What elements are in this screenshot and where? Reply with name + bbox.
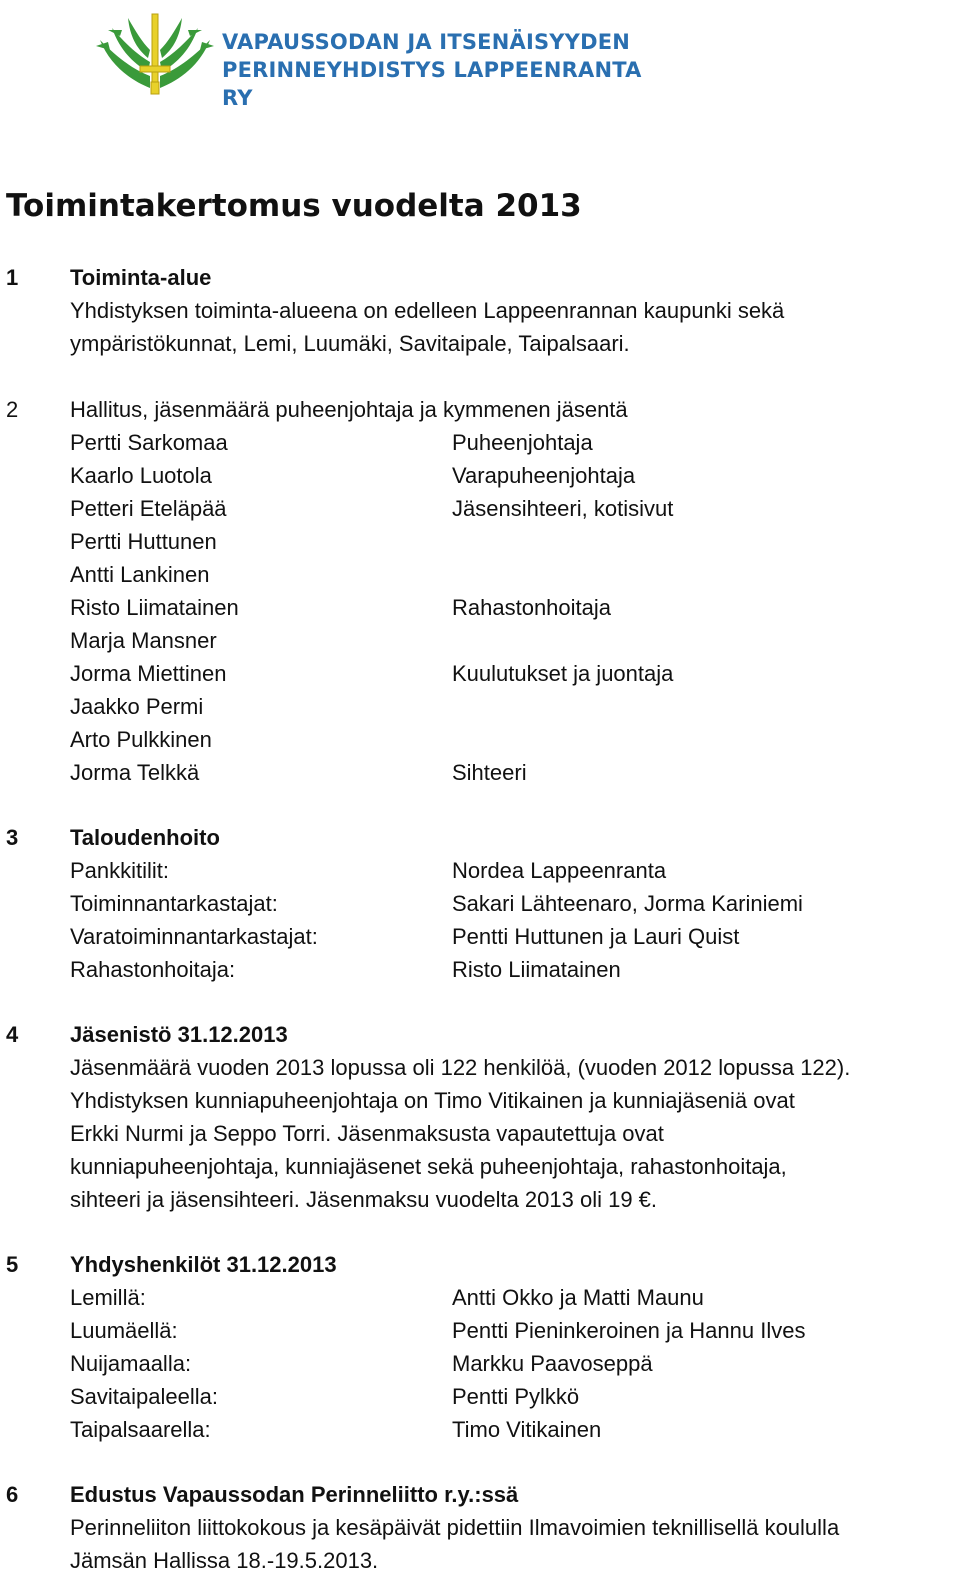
member-name: Kaarlo Luotola	[70, 463, 212, 488]
member-name: Pertti Huttunen	[70, 529, 217, 554]
contact-persons: Antti Okko ja Matti Maunu	[452, 1285, 704, 1310]
member-role: Sihteeri	[452, 760, 527, 785]
contact-persons: Markku Paavoseppä	[452, 1351, 653, 1376]
finance-value: Risto Liimatainen	[452, 957, 621, 982]
section-3-number: 3	[6, 825, 19, 850]
section-4-line-2: Yhdistyksen kunniapuheenjohtaja on Timo Vitikainen ja kunniajäseniä ovat	[70, 1088, 795, 1113]
contact-location: Taipalsaarella:	[70, 1417, 211, 1442]
section-1-number: 1	[6, 265, 19, 290]
section-6-number: 6	[6, 1482, 19, 1507]
member-name: Risto Liimatainen	[70, 595, 239, 620]
contact-persons: Pentti Pieninkeroinen ja Hannu Ilves	[452, 1318, 806, 1343]
section-2-number: 2	[6, 397, 19, 422]
member-name: Marja Mansner	[70, 628, 217, 653]
contact-persons: Timo Vitikainen	[452, 1417, 602, 1442]
section-4-line-3: Erkki Nurmi ja Seppo Torri. Jäsenmaksusta vapautettuja ovat	[70, 1121, 664, 1146]
member-name: Jorma Telkkä	[70, 760, 200, 785]
organization-logo	[90, 10, 650, 110]
section-5-heading: Yhdyshenkilöt 31.12.2013	[70, 1252, 337, 1277]
member-name: Jorma Miettinen	[70, 661, 227, 686]
contact-location: Savitaipaleella:	[70, 1384, 218, 1409]
section-6-line-2: Jämsän Hallissa 18.-19.5.2013.	[70, 1548, 379, 1573]
contact-persons: Pentti Pylkkö	[452, 1384, 580, 1409]
contact-location: Luumäellä:	[70, 1318, 178, 1343]
section-4-line-1: Jäsenmäärä vuoden 2013 lopussa oli 122 henkilöä, (vuoden 2012 lopussa 122).	[70, 1055, 851, 1080]
section-4-line-5: sihteeri ja jäsensihteeri. Jäsenmaksu vuodelta 2013 oli 19 €.	[70, 1187, 658, 1212]
section-1-line-1: Yhdistyksen toiminta-alueena on edelleen Lappeenrannan kaupunki sekä	[70, 298, 785, 323]
section-4-line-4: kunniapuheenjohtaja, kunniajäsenet sekä puheenjohtaja, rahastonhoitaja,	[70, 1154, 787, 1179]
section-4-number: 4	[6, 1022, 19, 1047]
member-name: Jaakko Permi	[70, 694, 204, 719]
finance-value: Pentti Huttunen ja Lauri Quist	[452, 924, 740, 949]
finance-value: Sakari Lähteenaro, Jorma Kariniemi	[452, 891, 803, 916]
member-role: Varapuheenjohtaja	[452, 463, 636, 488]
contact-location: Lemillä:	[70, 1285, 146, 1310]
member-role: Puheenjohtaja	[452, 430, 593, 455]
member-name: Arto Pulkkinen	[70, 727, 212, 752]
wreath-sword-emblem-icon	[90, 10, 220, 100]
contact-location: Nuijamaalla:	[70, 1351, 192, 1376]
section-6-heading: Edustus Vapaussodan Perinneliitto r.y.:ssä	[70, 1482, 519, 1507]
member-role: Rahastonhoitaja	[452, 595, 612, 620]
section-1-heading: Toiminta-alue	[70, 265, 212, 290]
section-4-heading: Jäsenistö 31.12.2013	[70, 1022, 288, 1047]
logo-line-1: VAPAUSSODAN JA ITSENÄISYYDEN	[222, 30, 631, 54]
section-1-line-2: ympäristökunnat, Lemi, Luumäki, Savitaipale, Taipalsaari.	[70, 331, 630, 356]
member-name: Antti Lankinen	[70, 562, 210, 587]
member-role: Jäsensihteeri, kotisivut	[452, 496, 674, 521]
section-5-number: 5	[6, 1252, 19, 1277]
finance-label: Pankkitilit:	[70, 858, 170, 883]
member-role: Kuulutukset ja juontaja	[452, 661, 674, 686]
member-name: Petteri Eteläpää	[70, 496, 227, 521]
section-6-line-1: Perinneliiton liittokokous ja kesäpäivät pidettiin Ilmavoimien teknillisellä koululla	[70, 1515, 840, 1540]
document-title: Toimintakertomus vuodelta 2013	[6, 188, 582, 224]
finance-label: Varatoiminnantarkastajat:	[70, 924, 318, 949]
section-3-heading: Taloudenhoito	[70, 825, 220, 850]
member-name: Pertti Sarkomaa	[70, 430, 228, 455]
logo-text	[222, 28, 650, 112]
finance-label: Rahastonhoitaja:	[70, 957, 236, 982]
section-2-heading: Hallitus, jäsenmäärä puheenjohtaja ja kymmenen jäsentä	[70, 397, 628, 422]
logo-line-2: PERINNEYHDISTYS LAPPEENRANTA RY	[222, 58, 642, 110]
finance-value: Nordea Lappeenranta	[452, 858, 667, 883]
finance-label: Toiminnantarkastajat:	[70, 891, 278, 916]
